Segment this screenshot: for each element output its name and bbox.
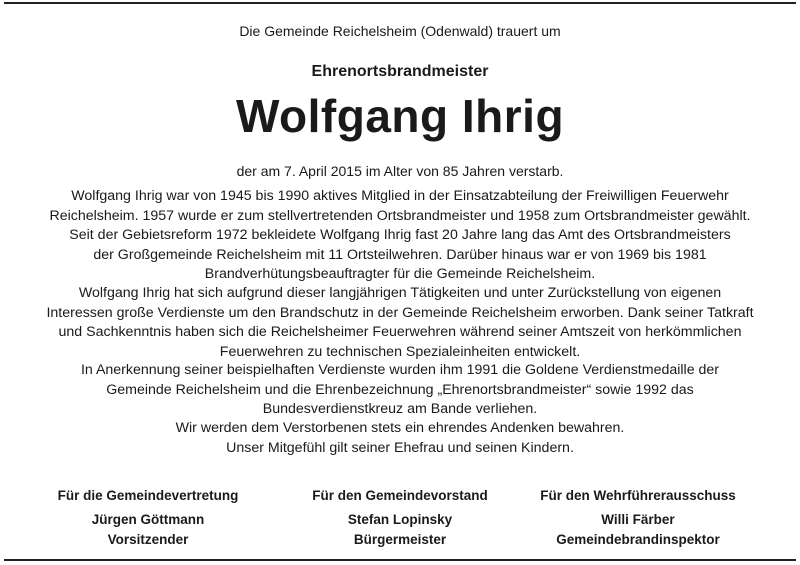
paragraph-line: Wolfgang Ihrig hat sich aufgrund dieser langjährigen Tätigkeiten und unter Zurückstellung von eigenen	[78, 285, 722, 301]
honors-paragraph	[0, 361, 800, 420]
intro-line: Die Gemeinde Reichelsheim (Odenwald) trauert um	[239, 23, 561, 39]
paragraph-line: der Großgemeinde Reichelsheim mit 11 Ortsteilwehren. Darüber hinaus war er von 1969 bis 1981	[93, 246, 707, 263]
paragraph-line: Gemeinde Reichelsheim und die Ehrenbezeichnung „Ehrenortsbrandmeister“ sowie 1992 das	[106, 381, 694, 398]
honorary-rank: Ehrenortsbrandmeister	[311, 63, 489, 80]
paragraph-line: Feuerwehren zu technischen Spezialeinheiten entwickelt.	[219, 343, 581, 360]
paragraph-line: In Anerkennung seiner beispielhaften Verdienste wurden ihm 1991 die Goldene Verdienstmedaille der	[80, 362, 720, 378]
top-border-line	[4, 2, 796, 4]
signatory-role: Gemeindebrandinspektor	[556, 532, 720, 547]
signatory-name: Jürgen Göttmann	[91, 512, 205, 527]
signature-fire-chief-committee	[518, 486, 758, 550]
signature-block	[0, 486, 800, 546]
signatory-name: Stefan Lopinsky	[347, 512, 453, 527]
paragraph-line: Brandverhütungsbeauftragter für die Gemeinde Reichelsheim.	[204, 266, 596, 282]
signatory-name: Willi Färber	[601, 512, 675, 527]
signature-heading: Für den Wehrführerausschuss	[540, 488, 736, 503]
deceased-name: Wolfgang Ihrig	[235, 90, 565, 142]
signature-municipal-council	[28, 486, 268, 550]
signature-municipal-board	[280, 486, 520, 550]
signatory-role: Bürgermeister	[353, 532, 447, 547]
signature-heading: Für den Gemeindevorstand	[312, 488, 488, 503]
condolence-paragraph	[0, 419, 800, 458]
paragraph-line: Unser Mitgefühl gilt seiner Ehefrau und seinen Kindern.	[226, 439, 574, 456]
biography-paragraph-1	[0, 187, 800, 285]
signature-heading: Für die Gemeindevertretung	[57, 488, 239, 503]
paragraph-line: Wolfgang Ihrig war von 1945 bis 1990 aktives Mitglied in der Einsatzabteilung der Freiwilligen Feuerwehr	[71, 188, 729, 204]
paragraph-line: Bundesverdienstkreuz am Bande verliehen.	[262, 401, 538, 417]
paragraph-line: Reichelsheim. 1957 wurde er zum stellvertretenden Ortsbrandmeister und 1958 zum Ortsbrandmeister gewählt.	[49, 207, 751, 224]
paragraph-line: Interessen große Verdienste um den Brandschutz in der Gemeinde Reichelsheim erworben. Dank seiner Tatkraft	[46, 304, 754, 321]
biography-paragraph-2	[0, 284, 800, 362]
bottom-border-line	[4, 559, 796, 561]
death-date-line: der am 7. April 2015 im Alter von 85 Jahren verstarb.	[236, 163, 564, 179]
paragraph-line: Wir werden dem Verstorbenen stets ein ehrendes Andenken bewahren.	[175, 420, 625, 436]
signatory-role: Vorsitzender	[107, 532, 189, 547]
paragraph-line: Seit der Gebietsreform 1972 bekleidete Wolfgang Ihrig fast 20 Jahre lang das Amt des Ortsbrandmeisters	[69, 227, 731, 243]
paragraph-line: und Sachkenntnis haben sich die Reichelsheimer Feuerwehren während seiner Amtszeit von herkömmlichen	[58, 324, 742, 340]
